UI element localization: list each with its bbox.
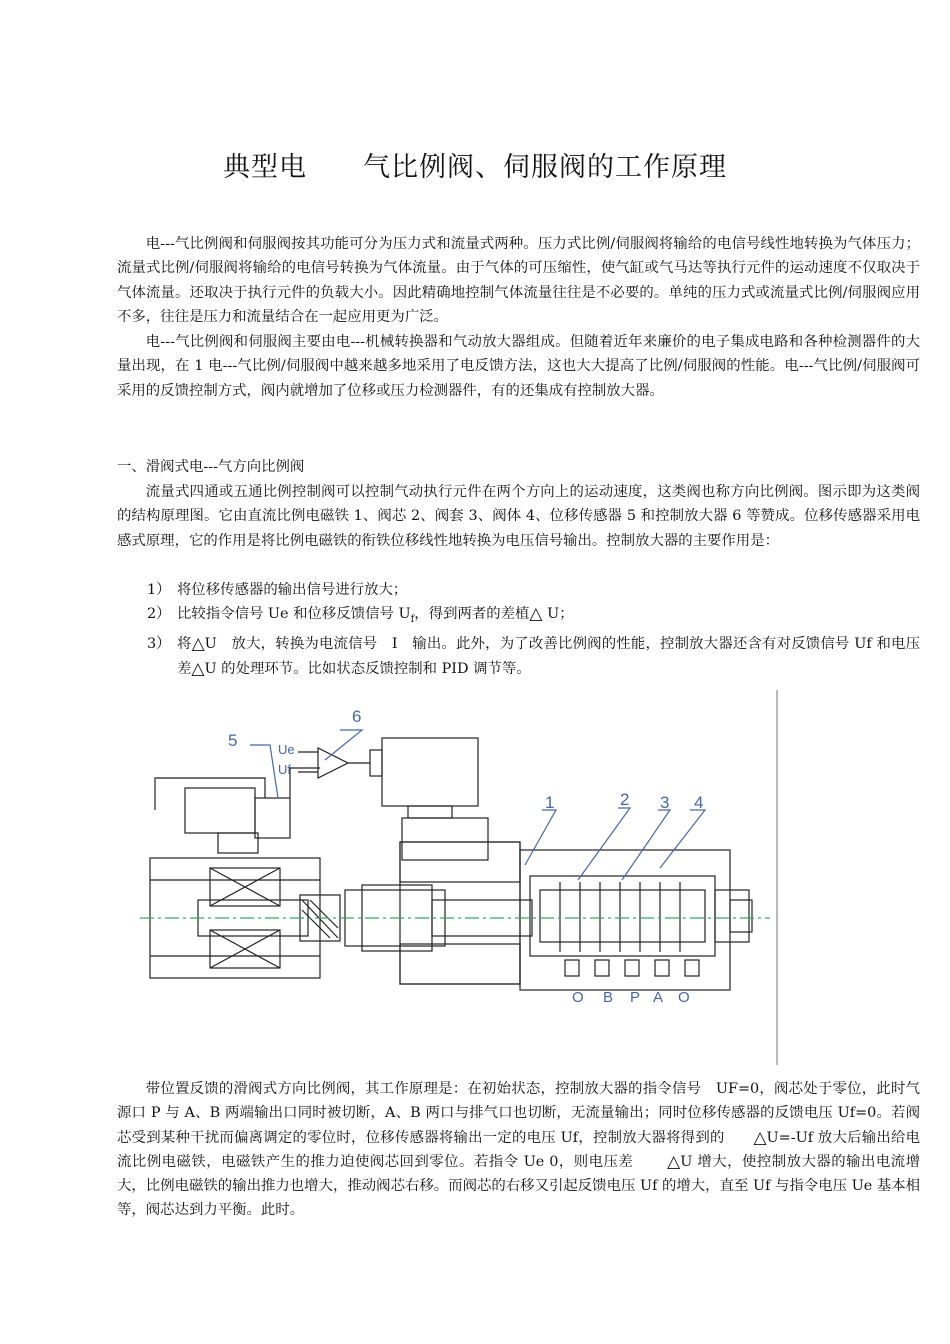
callout-2: 2 (620, 790, 630, 809)
signal-uf-label: Uf (278, 762, 291, 777)
port-label-a: A (653, 989, 664, 1006)
valve-structure-diagram (130, 690, 790, 1070)
intro-paragraph-2: 电---气比例阀和伺服阀主要由电---机械转换器和气动放大器组成。但随着近年来廉价的电子集成电路和各种检测器件的大量出现，在 1 电---气比例/伺服阀中越来越多地采用了电反馈方法，这也大大提高了比例/伺服阀的性能。电---气比例/伺服阀可采用的反馈控制方式，阀内就增加了位移或压力检测器件，有的还集成有控制放大器。 (117, 334, 920, 399)
list-item-text: 将△U 放大，转换为电流信号 I 输出。此外，为了改善比例阀的性能，控制放大器还含有对反馈信号 Uf 和电压差△U 的处理环节。比如状态反馈控制和 PID 调节等。 (177, 634, 920, 679)
closing-paragraph: 带位置反馈的滑阀式方向比例阀，其工作原理是：在初始状态，控制放大器的指令信号 UF=0，阀芯处于零位，此时气源口 P 与 A、B 两端输出口同时被切断，A、B 两口与排气口也切断，无流量输出；同时位移传感器的反馈电压 Uf=0。若阀芯受到某种干扰而偏离调定的零位时，位移传感器将输出一定的电压 Uf，控制放大器将得到的 △U=-Uf 放大后输出给电流比例电磁铁，电磁铁产生的推力迫使阀芯回到零位。若指令 Ue 0，则电压差 △U 增大，使控制放大器的输出电流增大，比例电磁铁的输出推力也增大，推动阀芯右移。而阀芯的右移又引起反馈电压 Uf 的增大，直至 Uf 与指令电压 Ue 基本相等，阀芯达到力平衡。此时。 (117, 1081, 920, 1219)
list-item (147, 602, 920, 632)
amplifier-function-list (147, 578, 920, 681)
list-item-text: 比较指令信号 Ue 和位移反馈信号 $U_f$，得到两者的差植△ U； (177, 604, 574, 626)
section-1-body: 流量式四通或五通比例控制阀可以控制气动执行元件在两个方向上的运动速度，这类阀也称方向比例阀。图示即为这类阀的结构原理图。它由直流比例电磁铁 1、阀芯 2、阀套 3、阀体 4、位移传感器 5 和控制放大器 6 等赞成。位移传感器采用电感式原理，它的作用是将比例电磁铁的衔铁位移线性地转换为电压信号输出。控制放大器的主要作用是： (117, 484, 920, 549)
list-item (147, 632, 920, 681)
callout-6: 6 (352, 707, 362, 726)
port-label-o-left: O (572, 989, 584, 1006)
delta-symbol: △ (529, 604, 543, 625)
list-item-number: 1） (147, 582, 171, 598)
signal-ue-label: Ue (278, 742, 295, 757)
intro-paragraph-1: 电---气比例阀和伺服阀按其功能可分为压力式和流量式两种。压力式比例/伺服阀将输给的电信号线性地转换为气体压力；流量式比例/伺服阀将输给的电信号转换为气体流量。由于气体的可压缩性，使气缸或气马达等执行元件的运动速度不仅取决于气体流量。还取决于执行元件的负载大小。因此精确地控制气体流量往往是不必要的。单纯的压力式或流量式比例/伺服阀应用不多，往往是压力和流量结合在一起应用更为广泛。 (117, 236, 920, 325)
callout-4: 4 (694, 793, 704, 812)
port-label-b: B (603, 989, 614, 1006)
delta-symbol: △ (667, 1151, 681, 1172)
delta-symbol: △ (753, 1127, 767, 1148)
list-item-text: 将位移传感器的输出信号进行放大； (177, 582, 408, 598)
port-label-o-right: O (678, 989, 690, 1006)
callout-3: 3 (660, 793, 670, 812)
page-title: 典型电 气比例阀、伺服阀的工作原理 (223, 152, 727, 183)
port-label-p: P (630, 989, 641, 1006)
list-item (147, 578, 920, 602)
delta-symbol: △ (191, 658, 205, 679)
callout-5: 5 (228, 731, 238, 750)
section-1-heading: 一、滑阀式电---气方向比例阀 (117, 459, 305, 475)
delta-symbol: △ (191, 634, 205, 655)
list-item-number: 3） (147, 636, 171, 653)
list-item-number: 2） (147, 606, 171, 623)
callout-1: 1 (545, 793, 555, 812)
